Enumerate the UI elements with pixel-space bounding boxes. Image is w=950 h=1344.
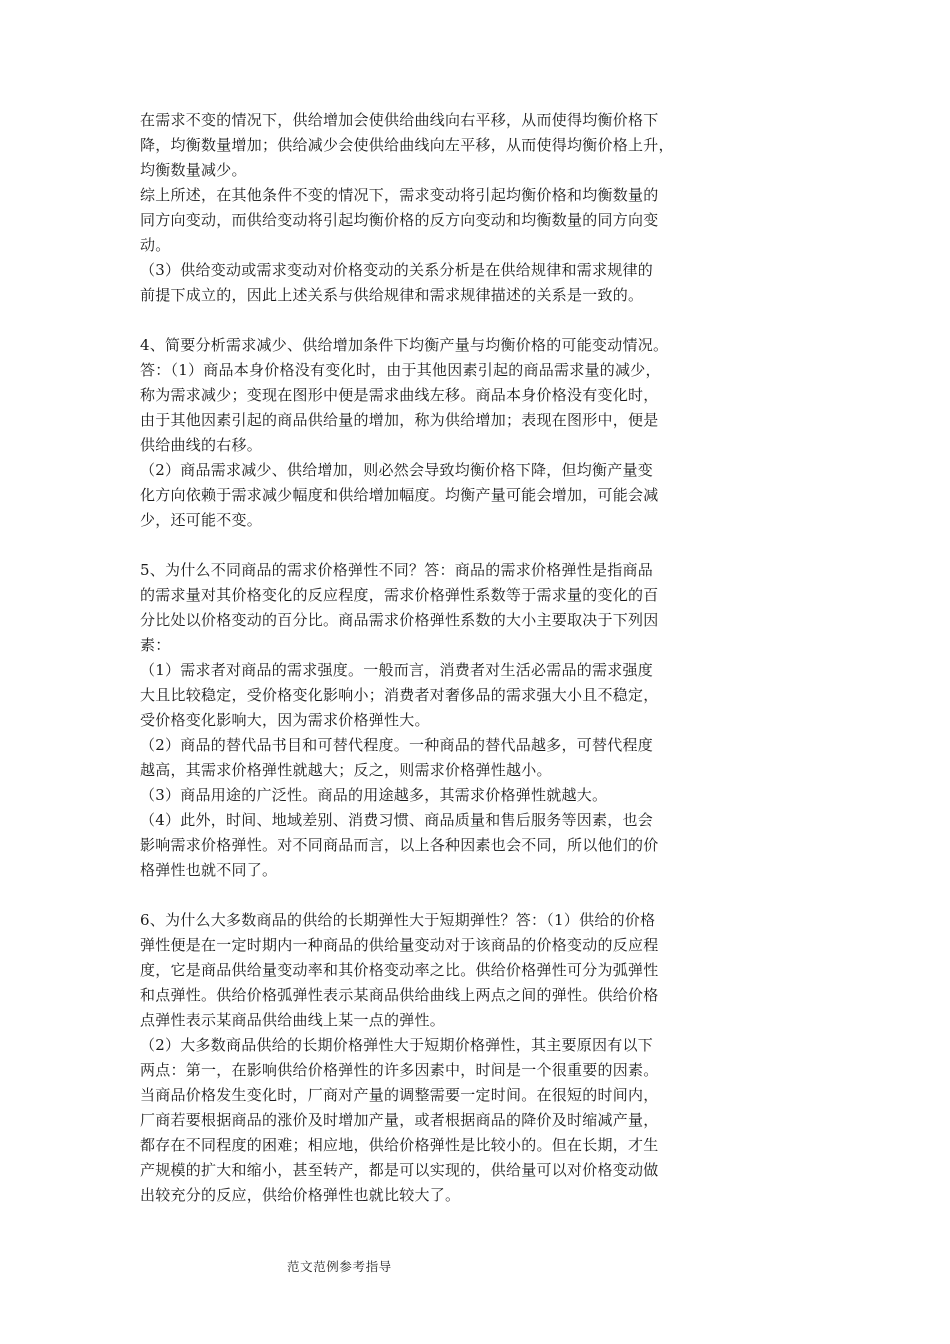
text-line: 5、为什么不同商品的需求价格弹性不同？答：商品的需求价格弹性是指商品: [140, 561, 654, 579]
text-line: 化方向依赖于需求减少幅度和供给增加幅度。均衡产量可能会增加，可能会减: [140, 486, 659, 504]
text-line: （2）商品的替代品书目和可替代程度。一种商品的替代品越多，可替代程度: [140, 736, 654, 754]
text-line: （3）商品用途的广泛性。商品的用途越多，其需求价格弹性就越大。: [140, 786, 608, 804]
text-line: 分比处以价格变动的百分比。商品需求价格弹性系数的大小主要取决于下列因: [140, 611, 659, 629]
text-line: 弹性便是在一定时期内一种商品的供给量变动对于该商品的价格变动的反应程: [140, 936, 659, 954]
text-line: （1）需求者对商品的需求强度。一般而言，消费者对生活必需品的需求强度: [140, 661, 654, 679]
text-line: 4、简要分析需求减少、供给增加条件下均衡产量与均衡价格的可能变动情况。: [140, 336, 669, 354]
text-line: 6、为什么大多数商品的供给的长期弹性大于短期弹性？答：（1）供给的价格: [140, 911, 656, 929]
text-line: 供给曲线的右移。: [140, 436, 263, 454]
text-line: 两点：第一，在影响供给价格弹性的许多因素中，时间是一个很重要的因素。: [140, 1061, 659, 1079]
text-line: 在需求不变的情况下，供给增加会使供给曲线向右平移，从而使得均衡价格下: [140, 111, 659, 129]
text-line: 动。: [140, 236, 171, 254]
text-line: 的需求量对其价格变化的反应程度，需求价格弹性系数等于需求量的变化的百: [140, 586, 659, 604]
text-line: 同方向变动，而供给变动将引起均衡价格的反方向变动和均衡数量的同方向变: [140, 211, 659, 229]
text-line: 厂商若要根据商品的涨价及时增加产量，或者根据商品的降价及时缩减产量，: [140, 1111, 659, 1129]
paragraph-gap: [140, 533, 724, 558]
text-line: 称为需求减少；变现在图形中便是需求曲线左移。商品本身价格没有变化时，: [140, 386, 659, 404]
document-body: [140, 108, 724, 1208]
text-line: 格弹性也就不同了。: [140, 861, 278, 879]
text-line: 点弹性表示某商品供给曲线上某一点的弹性。: [140, 1011, 446, 1029]
page-footer: 范文范例参考指导: [287, 1259, 392, 1274]
paragraph-gap: [140, 308, 724, 333]
text-line: （2）大多数商品供给的长期价格弹性大于短期价格弹性，其主要原因有以下: [140, 1036, 654, 1054]
text-line: 前提下成立的，因此上述关系与供给规律和需求规律描述的关系是一致的。: [140, 286, 644, 304]
text-line: 由于其他因素引起的商品供给量的增加，称为供给增加；表现在图形中，便是: [140, 411, 659, 429]
text-line: 降，均衡数量增加；供给减少会使供给曲线向左平移，从而使得均衡价格上升，: [140, 136, 674, 154]
text-line: 影响需求价格弹性。对不同商品而言，以上各种因素也会不同，所以他们的价: [140, 836, 659, 854]
text-line: 产规模的扩大和缩小，甚至转产，都是可以实现的，供给量可以对价格变动做: [140, 1161, 659, 1179]
text-line: 越高，其需求价格弹性就越大；反之，则需求价格弹性越小。: [140, 761, 552, 779]
text-line: 度，它是商品供给量变动率和其价格变动率之比。供给价格弹性可分为弧弹性: [140, 961, 659, 979]
text-line: 素：: [140, 636, 171, 654]
text-line: （3）供给变动或需求变动对价格变动的关系分析是在供给规律和需求规律的: [140, 261, 654, 279]
text-line: 和点弹性。供给价格弧弹性表示某商品供给曲线上两点之间的弹性。供给价格: [140, 986, 659, 1004]
text-line: 出较充分的反应，供给价格弹性也就比较大了。: [140, 1186, 461, 1204]
text-line: 答：（1）商品本身价格没有变化时，由于其他因素引起的商品需求量的减少，: [140, 361, 661, 379]
text-line: 都存在不同程度的困难；相应地，供给价格弹性是比较小的。但在长期，才生: [140, 1136, 659, 1154]
paragraph-gap: [140, 883, 724, 908]
text-line: （4）此外，时间、地域差别、消费习惯、商品质量和售后服务等因素，也会: [140, 811, 654, 829]
text-line: 均衡数量减少。: [140, 161, 247, 179]
text-line: 当商品价格发生变化时，厂商对产量的调整需要一定时间。在很短的时间内，: [140, 1086, 659, 1104]
text-line: 综上所述，在其他条件不变的情况下，需求变动将引起均衡价格和均衡数量的: [140, 186, 659, 204]
text-line: 少，还可能不变。: [140, 511, 263, 529]
text-line: 受价格变化影响大，因为需求价格弹性大。: [140, 711, 430, 729]
text-line: 大且比较稳定，受价格变化影响小；消费者对奢侈品的需求强大小且不稳定，: [140, 686, 659, 704]
text-line: （2）商品需求减少、供给增加，则必然会导致均衡价格下降，但均衡产量变: [140, 461, 654, 479]
